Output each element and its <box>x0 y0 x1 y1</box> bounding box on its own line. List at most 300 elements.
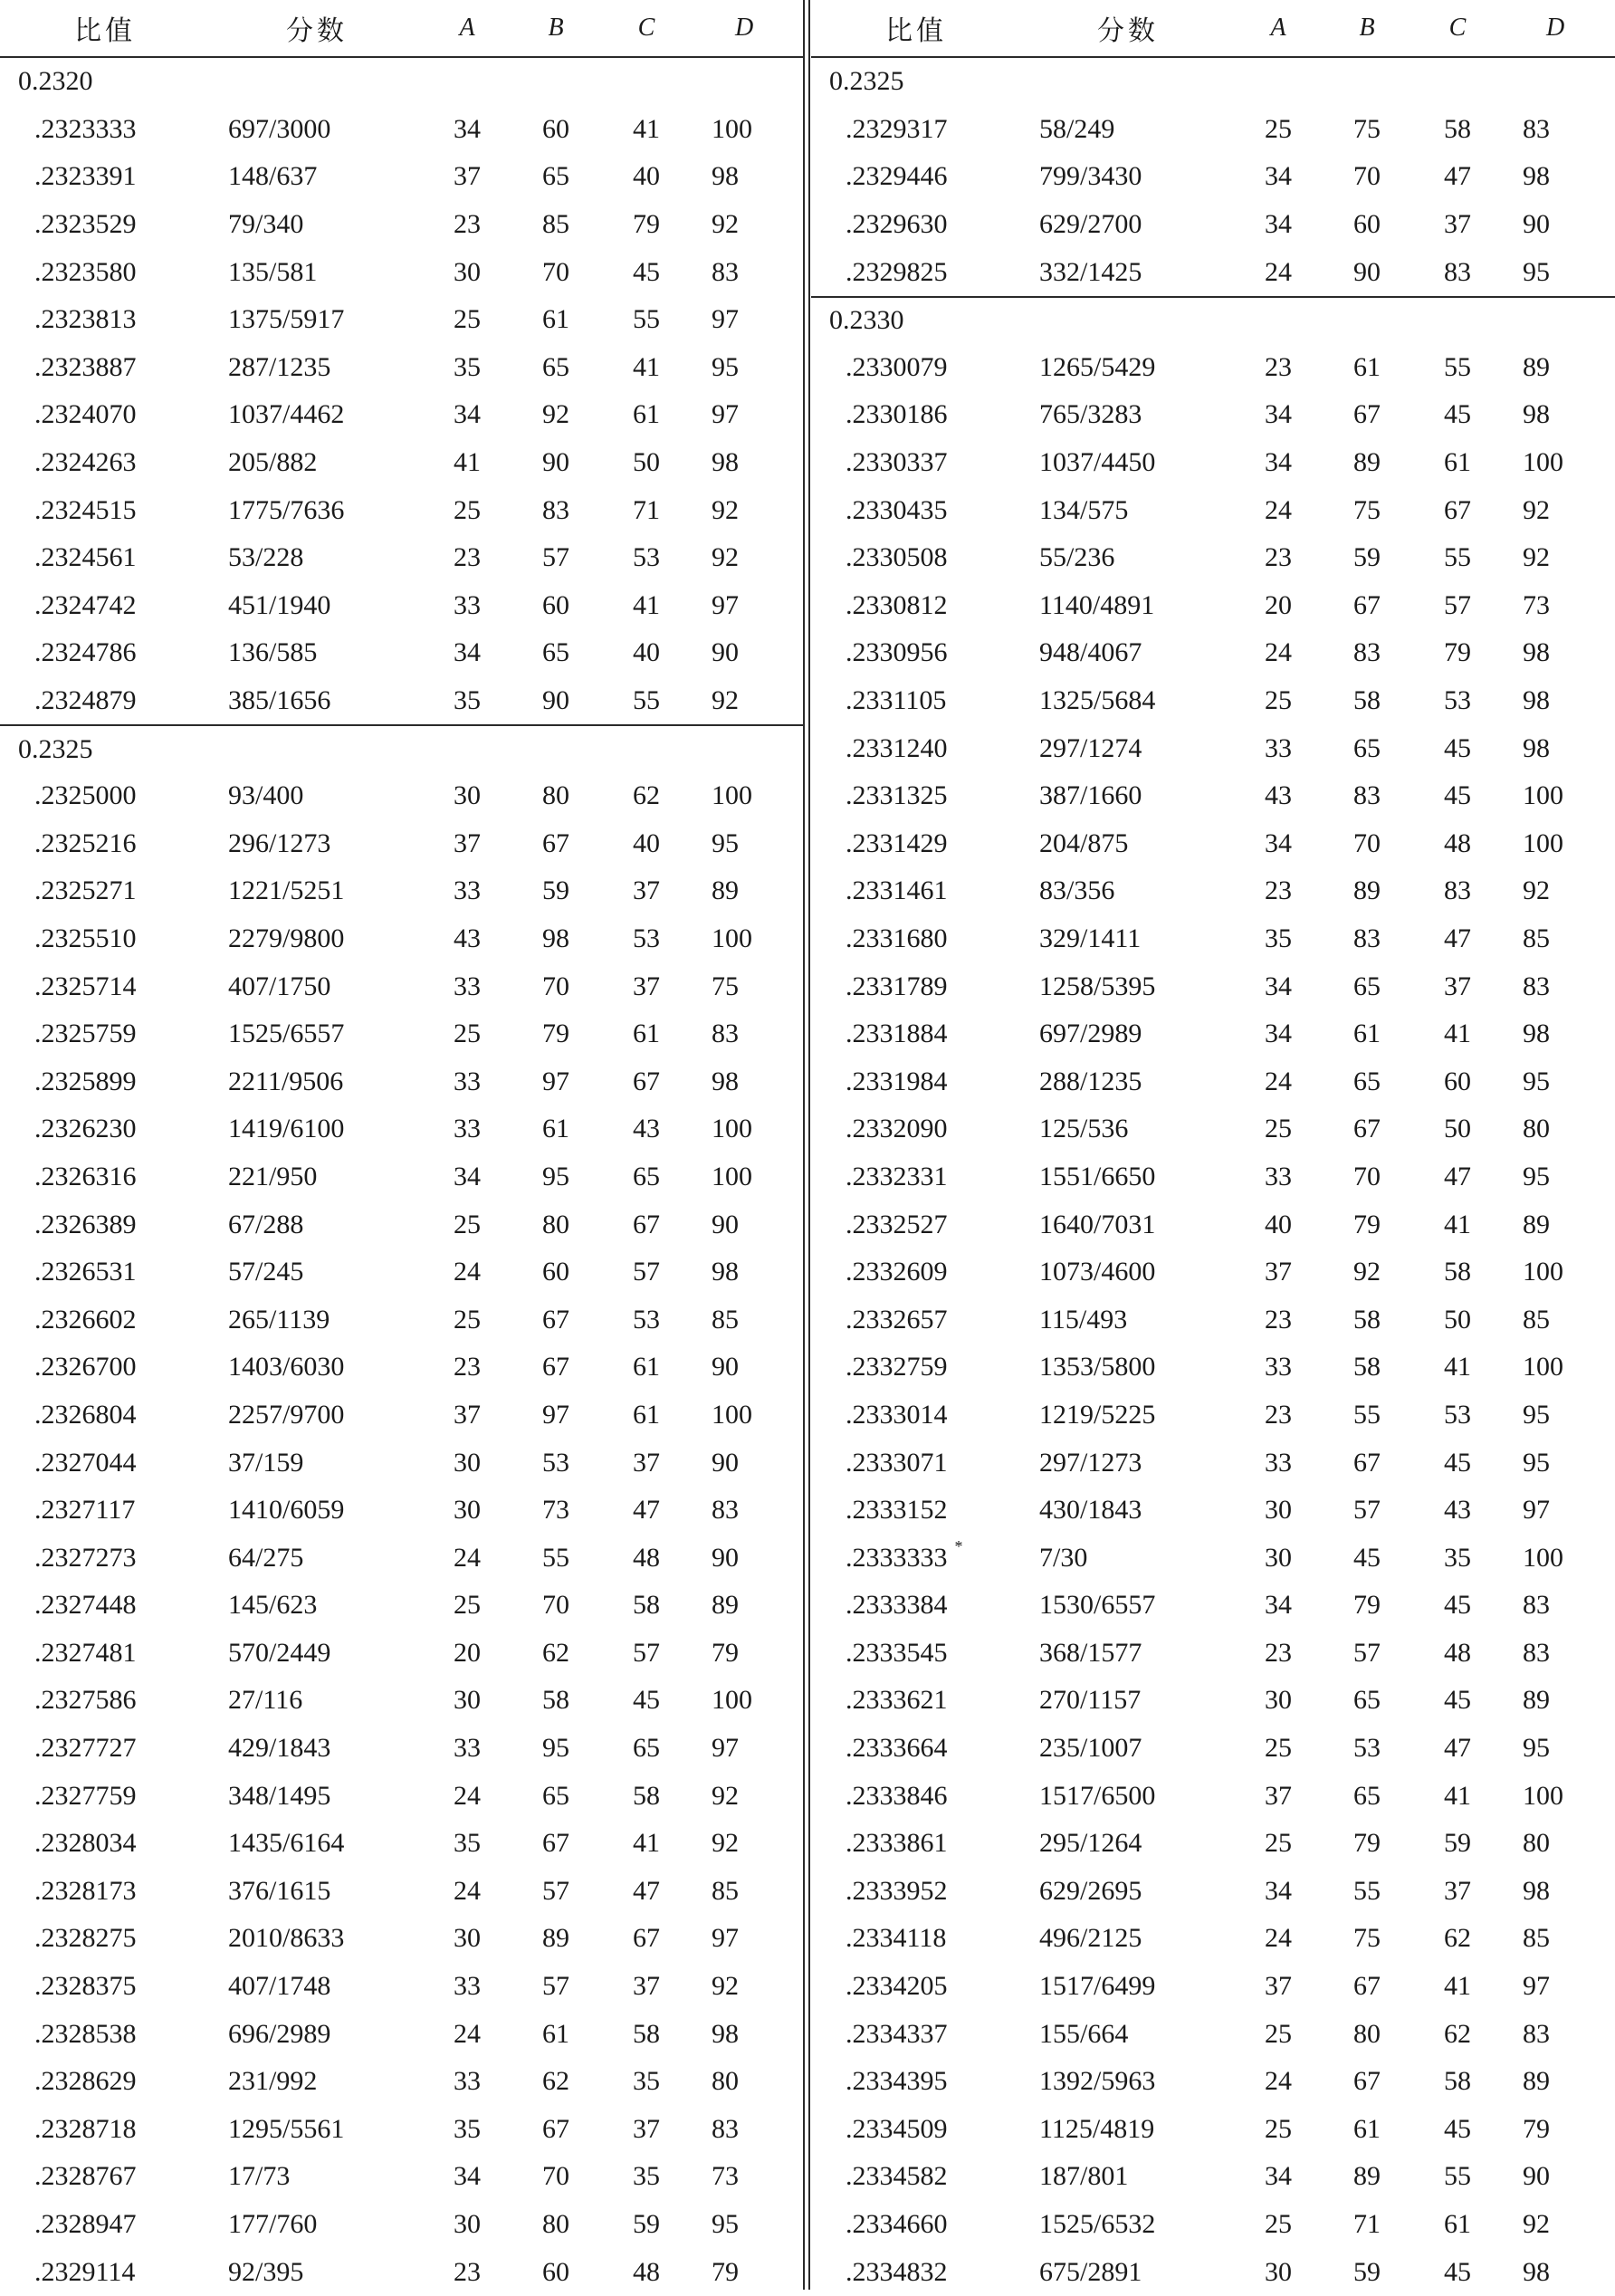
ratio-cell-text: .2325510 <box>34 923 137 953</box>
d-cell-text: 85 <box>1523 1304 1550 1335</box>
b-cell <box>538 772 574 820</box>
d-cell <box>712 1725 739 1773</box>
c-cell-text: 58 <box>1444 1257 1471 1287</box>
c-cell <box>628 1392 664 1440</box>
fraction-cell-text: 407/1750 <box>228 971 331 1001</box>
d-cell <box>1523 724 1550 772</box>
b-cell-text: 58 <box>1353 1352 1381 1382</box>
d-cell <box>1523 1820 1550 1868</box>
b-cell <box>1349 867 1385 915</box>
a-cell-text: 34 <box>1265 2161 1292 2192</box>
ratio-cell <box>846 1915 946 1963</box>
ratio-cell-text: .2332759 <box>846 1352 948 1382</box>
b-cell-text: 83 <box>542 494 569 525</box>
b-cell-text: 79 <box>1353 1828 1381 1859</box>
fraction-cell-text: 496/2125 <box>1039 1923 1142 1954</box>
c-cell <box>1439 820 1476 868</box>
fraction-cell-text: 385/1656 <box>228 685 331 716</box>
b-cell <box>1349 677 1385 725</box>
b-cell <box>538 867 574 915</box>
ratio-cell <box>846 344 948 392</box>
fraction-cell-text: 429/1843 <box>228 1733 331 1764</box>
c-cell-text: 41 <box>633 589 660 620</box>
d-cell <box>1523 2153 1550 2201</box>
table-row <box>811 534 1615 582</box>
a-cell-text: 34 <box>454 637 481 668</box>
c-cell-text: 60 <box>1444 1066 1471 1096</box>
ratio-cell-text: .2331884 <box>846 1019 948 1049</box>
d-cell-text: 98 <box>712 1066 739 1096</box>
b-cell <box>538 677 574 725</box>
fraction-cell-text: 221/950 <box>228 1161 318 1191</box>
d-cell-text: 92 <box>712 494 739 525</box>
table-row <box>0 629 804 677</box>
a-cell-text: 34 <box>454 113 481 144</box>
table-row <box>0 1487 804 1535</box>
ratio-cell-text: .2323887 <box>34 351 137 382</box>
d-cell <box>1523 1057 1550 1105</box>
a-cell-text: 30 <box>454 1447 481 1478</box>
b-cell <box>538 201 574 249</box>
b-cell-text: 67 <box>1353 2066 1381 2097</box>
fraction-cell-text: 696/2989 <box>228 2018 331 2049</box>
d-cell-text: 83 <box>1523 2018 1550 2049</box>
c-cell-text: 65 <box>633 1733 660 1764</box>
table-row <box>0 1248 804 1296</box>
ratio-cell-text: .2327044 <box>34 1447 137 1478</box>
table-row <box>811 1296 1615 1344</box>
table-row <box>0 1153 804 1201</box>
c-cell <box>628 1582 664 1630</box>
ratio-cell-text: .2327586 <box>34 1685 137 1716</box>
table-row <box>0 2010 804 2058</box>
c-cell-text: 83 <box>1444 256 1471 287</box>
d-cell-text: 100 <box>1523 780 1563 811</box>
fraction-cell-text: 1073/4600 <box>1039 1257 1156 1287</box>
a-cell <box>449 1820 485 1868</box>
a-cell <box>449 1677 485 1725</box>
a-cell-text: 37 <box>454 828 481 858</box>
fraction-cell-text: 92/395 <box>228 2256 304 2287</box>
table-row <box>0 1010 804 1058</box>
a-cell <box>449 1963 485 2011</box>
ratio-cell <box>846 1105 948 1153</box>
ratio-cell-text: .2326700 <box>34 1352 137 1382</box>
a-cell <box>449 820 485 868</box>
fraction-cell-text: 1295/5561 <box>228 2113 345 2144</box>
b-cell-text: 95 <box>542 1733 569 1764</box>
b-cell <box>1349 486 1385 534</box>
table-row <box>811 106 1615 154</box>
header-fraction: 分数 <box>1097 15 1159 47</box>
d-cell-text: 95 <box>712 828 739 858</box>
b-cell-text: 97 <box>542 1066 569 1096</box>
d-cell <box>712 2248 739 2296</box>
fraction-cell <box>228 772 303 820</box>
a-cell-text: 30 <box>454 1685 481 1716</box>
ratio-cell-text: .2328538 <box>34 2018 137 2049</box>
d-cell-text: 98 <box>1523 1875 1550 1906</box>
b-cell-text: 83 <box>1353 637 1381 668</box>
b-cell-text: 61 <box>542 2018 569 2049</box>
table-row <box>811 2201 1615 2249</box>
ratio-cell-text: .2326230 <box>34 1114 137 1144</box>
d-cell-text: 90 <box>712 1447 739 1478</box>
fraction-cell <box>1039 1915 1142 1963</box>
d-cell-text: 100 <box>712 113 752 144</box>
ratio-cell-text: .2330956 <box>846 637 948 668</box>
ratio-cell-text: .2333071 <box>846 1447 948 1478</box>
fraction-cell <box>1039 1439 1142 1487</box>
fraction-cell-text: 288/1235 <box>1039 1066 1142 1096</box>
table-row <box>0 2201 804 2249</box>
b-cell-text: 67 <box>542 2113 569 2144</box>
a-cell-text: 34 <box>1265 399 1292 430</box>
a-cell-text: 23 <box>1265 351 1292 382</box>
d-cell <box>1523 2201 1550 2249</box>
a-cell <box>1260 1296 1296 1344</box>
d-cell <box>712 391 739 439</box>
a-cell-text: 20 <box>454 1637 481 1668</box>
d-cell <box>712 248 739 296</box>
table-row <box>0 772 804 820</box>
fraction-cell <box>1039 1677 1141 1725</box>
a-cell <box>1260 1820 1296 1868</box>
d-cell <box>712 1344 739 1392</box>
a-cell <box>1260 1010 1296 1058</box>
ratio-cell-text: .2327759 <box>34 1780 137 1811</box>
d-cell <box>1523 962 1550 1010</box>
a-cell-text: 35 <box>454 685 481 716</box>
ratio-cell <box>34 1392 137 1440</box>
b-cell <box>1349 1248 1385 1296</box>
d-cell <box>712 534 739 582</box>
a-cell-text: 30 <box>1265 1495 1292 1526</box>
d-cell <box>1523 391 1550 439</box>
fraction-cell <box>1039 1820 1142 1868</box>
b-cell-text: 59 <box>1353 542 1381 573</box>
b-cell <box>538 1201 574 1248</box>
a-cell <box>449 1105 485 1153</box>
c-cell <box>1439 534 1476 582</box>
ratio-cell-text: .2331984 <box>846 1066 948 1096</box>
b-cell <box>538 1868 574 1916</box>
a-cell-text: 33 <box>454 1971 481 2002</box>
fraction-cell <box>1039 486 1128 534</box>
c-cell-text: 59 <box>633 2209 660 2240</box>
fraction-cell <box>1039 1963 1155 2011</box>
c-cell <box>1439 2058 1476 2106</box>
a-cell-text: 40 <box>1265 1209 1292 1239</box>
b-cell-text: 62 <box>542 1637 569 1668</box>
c-cell <box>1439 201 1476 249</box>
table-row <box>0 582 804 630</box>
c-cell-text: 41 <box>1444 1780 1471 1811</box>
ratio-cell-text: .2329317 <box>846 113 948 144</box>
d-cell-text: 83 <box>1523 1590 1550 1621</box>
table-row <box>811 1630 1615 1678</box>
c-cell <box>628 106 664 154</box>
b-cell-text: 65 <box>542 637 569 668</box>
fraction-cell <box>228 1582 317 1630</box>
a-cell <box>1260 153 1296 201</box>
b-cell <box>1349 1010 1385 1058</box>
d-cell <box>1523 1630 1550 1678</box>
fraction-cell-text: 58/249 <box>1039 113 1115 144</box>
b-cell <box>538 1392 574 1440</box>
table-row <box>811 915 1615 963</box>
ratio-cell-text: .2324742 <box>34 589 137 620</box>
b-cell <box>538 106 574 154</box>
ratio-cell <box>846 1153 948 1201</box>
a-cell <box>1260 1201 1296 1248</box>
fraction-cell <box>228 1725 330 1773</box>
fraction-cell-text: 1419/6100 <box>228 1114 345 1144</box>
b-cell-text: 53 <box>1353 1733 1381 1764</box>
c-cell <box>1439 2153 1476 2201</box>
a-cell <box>1260 1772 1296 1820</box>
d-cell-text: 97 <box>712 589 739 620</box>
b-cell-text: 55 <box>542 1542 569 1573</box>
fraction-cell-text: 265/1139 <box>228 1304 330 1335</box>
ratio-cell-text: .2333952 <box>846 1875 948 1906</box>
b-cell <box>538 486 574 534</box>
a-cell <box>449 915 485 963</box>
fraction-cell <box>228 820 330 868</box>
c-cell <box>1439 2201 1476 2249</box>
c-cell-text: 48 <box>633 2256 660 2287</box>
b-cell-text: 57 <box>1353 1495 1381 1526</box>
table-row <box>811 1153 1615 1201</box>
c-cell <box>628 2106 664 2154</box>
table-row <box>0 439 804 487</box>
d-cell <box>712 153 739 201</box>
fraction-cell-text: 57/245 <box>228 1257 304 1287</box>
a-cell <box>1260 1868 1296 1916</box>
d-cell-text: 80 <box>1523 1828 1550 1859</box>
b-cell-text: 61 <box>542 304 569 335</box>
left-table <box>0 0 804 2290</box>
ratio-cell <box>34 153 137 201</box>
c-cell-text: 45 <box>1444 399 1471 430</box>
a-cell-text: 37 <box>454 1399 481 1430</box>
table-row <box>811 1915 1615 1963</box>
ratio-cell <box>34 1057 137 1105</box>
table-row <box>0 1201 804 1248</box>
fraction-cell-text: 155/664 <box>1039 2018 1129 2049</box>
fraction-cell <box>1039 915 1141 963</box>
d-cell <box>712 1153 752 1201</box>
d-cell <box>1523 2010 1550 2058</box>
a-cell <box>449 248 485 296</box>
c-cell-text: 37 <box>633 1971 660 2002</box>
fraction-cell-text: 83/356 <box>1039 875 1115 906</box>
a-cell-text: 24 <box>1265 637 1292 668</box>
ratio-cell <box>34 391 137 439</box>
c-cell <box>628 1344 664 1392</box>
d-cell <box>1523 1105 1550 1153</box>
d-cell-text: 98 <box>1523 161 1550 192</box>
b-cell <box>538 2058 574 2106</box>
b-cell-text: 60 <box>542 1257 569 1287</box>
fraction-cell-text: 629/2695 <box>1039 1875 1142 1906</box>
d-cell <box>1523 1487 1550 1535</box>
ratio-cell <box>846 915 948 963</box>
d-cell <box>712 1534 739 1582</box>
fraction-cell-text: 2211/9506 <box>228 1066 344 1096</box>
ratio-cell-text: .2328275 <box>34 1923 137 1954</box>
b-cell <box>538 344 574 392</box>
d-cell-text: 80 <box>1523 1114 1550 1144</box>
b-cell <box>538 439 574 487</box>
d-cell <box>1523 1963 1550 2011</box>
a-cell <box>1260 867 1296 915</box>
group-label: 0.2325 <box>829 66 904 97</box>
c-cell-text: 37 <box>1444 209 1471 240</box>
ratio-cell-text: .2324263 <box>34 447 137 478</box>
table-row <box>0 296 804 344</box>
ratio-cell-text: .2325000 <box>34 780 137 811</box>
b-cell <box>538 1248 574 1296</box>
ratio-cell <box>34 1487 135 1535</box>
d-cell-text: 89 <box>712 1590 739 1621</box>
ratio-cell-text: .2327448 <box>34 1590 137 1621</box>
table-row <box>0 1868 804 1916</box>
ratio-cell-text: .2332331 <box>846 1161 948 1191</box>
c-cell-text: 58 <box>633 1590 660 1621</box>
fraction-cell <box>228 2058 317 2106</box>
b-cell-text: 67 <box>1353 589 1381 620</box>
fraction-cell-text: 1530/6557 <box>1039 1590 1156 1621</box>
b-cell-text: 65 <box>1353 971 1381 1001</box>
d-cell <box>712 106 752 154</box>
fraction-cell-text: 329/1411 <box>1039 923 1142 953</box>
fraction-cell-text: 799/3430 <box>1039 161 1142 192</box>
fraction-cell-text: 407/1748 <box>228 1971 331 2002</box>
c-cell-text: 45 <box>1444 732 1471 763</box>
fraction-cell-text: 148/637 <box>228 161 318 192</box>
c-cell <box>1439 1296 1476 1344</box>
fraction-cell <box>1039 1201 1155 1248</box>
fraction-cell <box>1039 1010 1142 1058</box>
a-cell-text: 43 <box>454 923 481 953</box>
c-cell-text: 83 <box>1444 875 1471 906</box>
a-cell-text: 30 <box>454 1923 481 1954</box>
a-cell-text: 23 <box>1265 1304 1292 1335</box>
ratio-cell-text: .2332657 <box>846 1304 948 1335</box>
c-cell-text: 62 <box>633 780 660 811</box>
table-row <box>0 2248 804 2296</box>
ratio-cell-text: .2334509 <box>846 2113 948 2144</box>
c-cell-text: 61 <box>633 1399 660 1430</box>
ratio-cell <box>846 582 948 630</box>
d-cell <box>1523 1582 1550 1630</box>
fraction-cell-text: 2010/8633 <box>228 1923 345 1954</box>
ratio-cell <box>846 772 948 820</box>
table-row <box>811 1105 1615 1153</box>
c-cell <box>1439 248 1476 296</box>
c-cell-text: 47 <box>1444 161 1471 192</box>
ratio-cell <box>34 1582 137 1630</box>
fraction-cell <box>228 1010 344 1058</box>
d-cell <box>712 677 739 725</box>
ratio-cell <box>34 1963 137 2011</box>
c-cell <box>628 1010 664 1058</box>
a-cell-text: 23 <box>454 542 481 573</box>
fraction-cell-text: 270/1157 <box>1039 1685 1142 1716</box>
fraction-cell <box>228 534 303 582</box>
ratio-cell <box>846 248 948 296</box>
group-header <box>0 58 804 106</box>
d-cell-text: 95 <box>712 2209 739 2240</box>
c-cell <box>1439 1057 1476 1105</box>
d-cell-text: 90 <box>712 1542 739 1573</box>
b-cell <box>538 1010 574 1058</box>
ratio-cell-text: .2331325 <box>846 780 948 811</box>
fraction-cell <box>228 1439 303 1487</box>
fraction-cell-text: 1325/5684 <box>1039 685 1156 716</box>
a-cell <box>449 1248 485 1296</box>
ratio-cell <box>34 582 137 630</box>
d-cell-text: 89 <box>1523 1685 1550 1716</box>
a-cell-text: 30 <box>454 780 481 811</box>
d-cell <box>712 1392 752 1440</box>
fraction-cell <box>1039 677 1155 725</box>
d-cell-text: 85 <box>1523 1923 1550 1954</box>
b-cell <box>1349 344 1385 392</box>
a-cell-text: 41 <box>454 447 481 478</box>
ratio-cell <box>34 2248 135 2296</box>
ratio-cell <box>34 1344 137 1392</box>
table-row <box>811 2248 1615 2296</box>
d-cell <box>712 1677 752 1725</box>
d-cell-text: 98 <box>1523 637 1550 668</box>
b-cell <box>1349 1344 1385 1392</box>
ratio-cell <box>846 1344 948 1392</box>
fraction-cell-text: 1551/6650 <box>1039 1161 1156 1191</box>
c-cell-text: 41 <box>633 113 660 144</box>
d-cell <box>1523 772 1563 820</box>
d-cell <box>1523 1772 1563 1820</box>
d-cell-text: 97 <box>1523 1495 1550 1526</box>
d-cell-text: 100 <box>712 923 752 953</box>
fraction-cell <box>228 486 344 534</box>
left-table-header <box>0 0 804 58</box>
fraction-cell-text: 145/623 <box>228 1590 318 1621</box>
b-cell <box>1349 2248 1385 2296</box>
d-cell-text: 100 <box>712 1114 752 1144</box>
a-cell-text: 25 <box>454 1304 481 1335</box>
a-cell-text: 25 <box>1265 113 1292 144</box>
header-ratio: 比值 <box>885 15 947 47</box>
ratio-cell-text: .2334337 <box>846 2018 948 2049</box>
b-cell <box>1349 534 1385 582</box>
ratio-cell-text: .2333545 <box>846 1637 948 1668</box>
c-cell <box>628 534 664 582</box>
a-cell-text: 25 <box>454 1209 481 1239</box>
table-row <box>0 2106 804 2154</box>
ratio-cell-text: .2326316 <box>34 1161 137 1191</box>
c-cell <box>1439 629 1476 677</box>
b-cell <box>1349 1201 1385 1248</box>
fraction-cell <box>1039 2201 1155 2249</box>
fraction-cell <box>1039 1296 1127 1344</box>
a-cell-text: 20 <box>1265 589 1292 620</box>
c-cell <box>1439 867 1476 915</box>
fraction-cell-text: 948/4067 <box>1039 637 1142 668</box>
a-cell <box>1260 724 1296 772</box>
fraction-cell <box>228 1105 344 1153</box>
